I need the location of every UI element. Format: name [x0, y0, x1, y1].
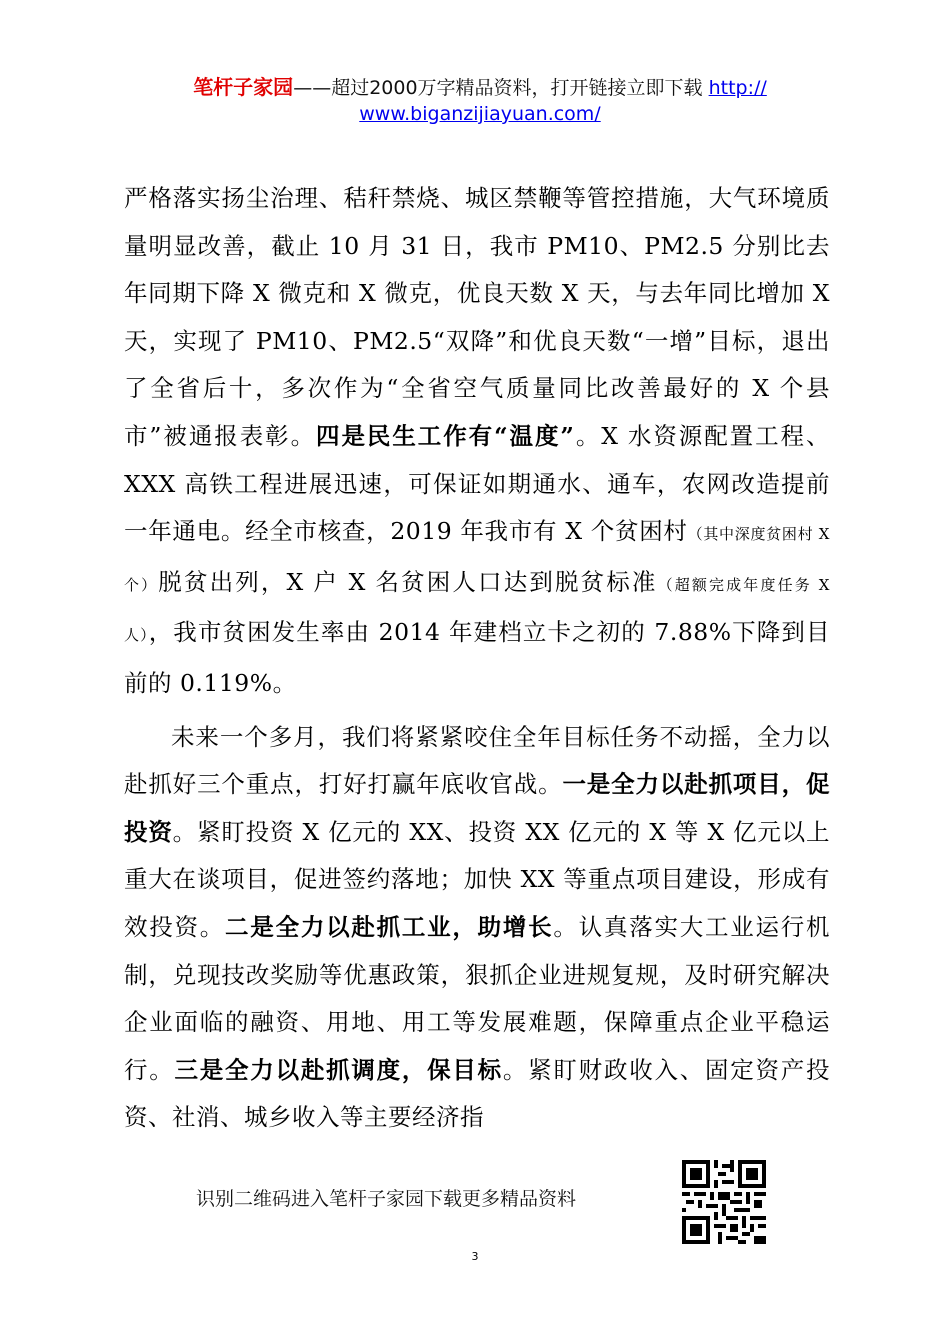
page-header: [120, 74, 840, 127]
bold-heading: 三是全力以赴抓调度，保目标: [174, 1055, 503, 1084]
bold-heading: 四是民生工作有“温度”: [316, 421, 575, 450]
qr-caption: 识别二维码进入笔杆子家园下载更多精品资料: [196, 1188, 577, 1210]
bold-heading: 一是全力以赴抓项目，促投资: [124, 770, 831, 846]
body-text: 。紧盯财政收入、固定资产投资、社消、城乡收入等主要经济指: [124, 1055, 831, 1132]
body-text: 。X 水资源配置工程、XXX 高铁工程进展迅速，可保证如期通水、通车，农网改造提前一年通电。经全市核查，2019 年我市有 X 个贫困村: [124, 421, 830, 546]
body-text: 。认真落实大工业运行机制，兑现技改奖励等优惠政策，狠抓企业进规复规，及时研究解决企业面临的融资、用地、用工等发展难题，保障重点企业平稳运行。: [124, 912, 831, 1084]
small-note: （其中深度贫困村 X 个）: [124, 525, 830, 594]
download-link-url[interactable]: www.biganzijiayuan.com/: [359, 103, 601, 125]
download-link[interactable]: http://: [708, 77, 767, 99]
body-text: 严格落实扬尘治理、秸秆禁烧、城区禁鞭等管控措施，大气环境质量明显改善，截止 10 月 31 日，我市 PM10、PM2.5 分别比去年同期下降 X 微克和 X 微克，优良天数 X 天，与去年同比增加 X 天，实现了 PM10、PM2.5“双降”和优良天数“一增”目标，退出了全省后十，多次作为“全省空气质量同比改善最好的 X 个县市”被通报表彰。: [124, 184, 830, 450]
body-text: ，我市贫困发生率由 2014 年建档立卡之初的 7.88%下降到目前的 0.119%。: [124, 618, 830, 697]
body-text: 未来一个多月，我们将紧紧咬住全年目标任务不动摇，全力以赴抓好三个重点，打好打赢年底收官战。: [124, 722, 830, 799]
header-tagline: ——超过2000万字精品资料，打开链接立即下载: [293, 77, 703, 99]
page-number: 3: [471, 1250, 479, 1263]
body-text: 脱贫出列，X 户 X 名贫困人口达到脱贫标准: [158, 567, 658, 596]
qr-code-icon[interactable]: [682, 1160, 766, 1244]
brand-name: 笔杆子家园: [193, 75, 294, 99]
paragraph-1: [124, 175, 830, 708]
body-text: 。紧盯投资 X 亿元的 XX、投资 XX 亿元的 X 等 X 亿元以上重大在谈项目，促进签约落地；加快 XX 等重点项目建设，形成有效投资。: [124, 817, 831, 941]
bold-heading: 二是全力以赴抓工业，助增长: [225, 912, 554, 941]
small-note: （超额完成年度任务 X 人）: [124, 575, 830, 645]
document-body: [124, 175, 830, 1142]
paragraph-2: [124, 714, 830, 1142]
